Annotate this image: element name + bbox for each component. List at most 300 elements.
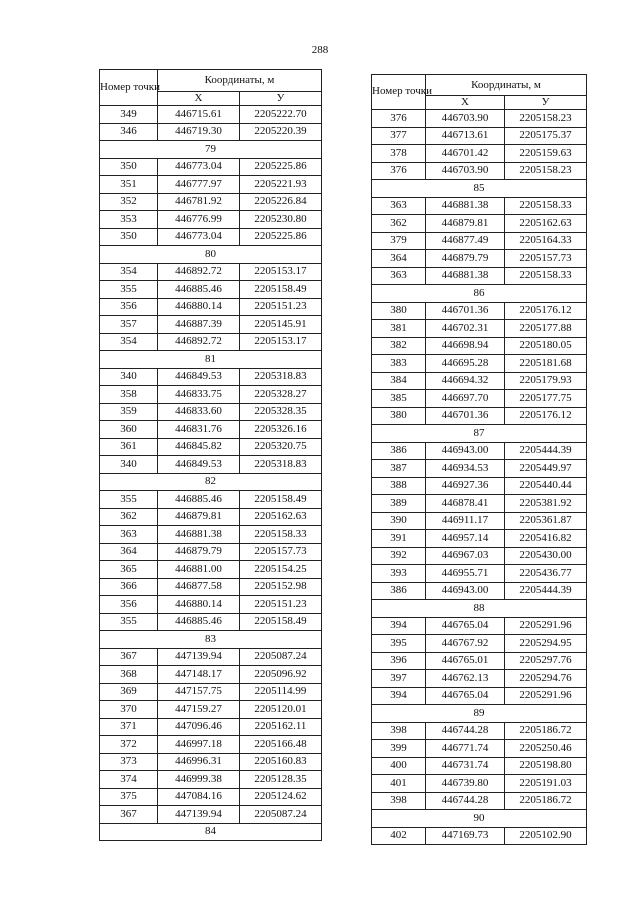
section-row [100,246,322,264]
table-row [372,250,587,268]
point-number-cell: 382 [372,337,426,355]
x-coordinate-cell: 446694.32 [426,372,505,390]
section-number: 87 [372,425,587,443]
y-coordinate-cell: 2205162.63 [240,508,322,526]
y-coordinate-cell: 2205250.46 [505,740,587,758]
y-coordinate-cell: 2205124.62 [240,788,322,806]
x-coordinate-cell: 446833.60 [158,403,240,421]
table-row [372,110,587,128]
x-coordinate-cell: 446887.39 [158,316,240,334]
x-coordinate-cell: 446831.76 [158,421,240,439]
y-coordinate-cell: 2205449.97 [505,460,587,478]
table-row [100,158,322,176]
coordinates-header: Координаты, м [158,70,322,92]
y-coordinate-cell: 2205222.70 [240,106,322,124]
x-coordinate-cell: 446767.92 [426,635,505,653]
point-number-cell: 394 [372,687,426,705]
point-number-cell: 396 [372,652,426,670]
section-row [100,141,322,159]
x-coordinate-cell: 446833.75 [158,386,240,404]
section-row [372,285,587,303]
point-number-cell: 375 [100,788,158,806]
y-coordinate-cell: 2205120.01 [240,701,322,719]
y-coordinate-cell: 2205181.68 [505,355,587,373]
point-number-cell: 402 [372,827,426,845]
table-row [100,666,322,684]
table-row [100,701,322,719]
point-number-cell: 378 [372,145,426,163]
point-number-cell: 358 [100,386,158,404]
table-row [100,386,322,404]
point-number-cell: 362 [100,508,158,526]
y-coordinate-cell: 2205162.63 [505,215,587,233]
table-row [372,792,587,810]
point-number-cell: 369 [100,683,158,701]
page-number: 288 [311,44,329,56]
x-coordinate-cell: 446943.00 [426,582,505,600]
x-header: X [158,92,240,106]
y-coordinate-cell: 2205186.72 [505,722,587,740]
point-number-cell: 372 [100,736,158,754]
point-number-cell: 393 [372,565,426,583]
point-number-cell: 397 [372,670,426,688]
section-number: 83 [100,631,322,649]
y-coordinate-cell: 2205230.80 [240,211,322,229]
table-row [100,596,322,614]
table-row [372,687,587,705]
section-row [372,600,587,618]
x-coordinate-cell: 446885.46 [158,281,240,299]
y-coordinate-cell: 2205444.39 [505,582,587,600]
y-coordinate-cell: 2205128.35 [240,771,322,789]
x-coordinate-cell: 446719.30 [158,123,240,141]
table-row [100,368,322,386]
x-coordinate-cell: 446776.99 [158,211,240,229]
table-row [372,775,587,793]
y-coordinate-cell: 2205318.83 [240,456,322,474]
table-row [100,298,322,316]
y-coordinate-cell: 2205177.75 [505,390,587,408]
point-number-cell: 360 [100,421,158,439]
y-coordinate-cell: 2205318.83 [240,368,322,386]
point-number-cell: 364 [100,543,158,561]
y-coordinate-cell: 2205162.11 [240,718,322,736]
table-row [372,617,587,635]
table-row [100,263,322,281]
point-number-cell: 350 [100,158,158,176]
point-number-cell: 367 [100,648,158,666]
point-number-cell: 363 [372,267,426,285]
x-coordinate-cell: 446885.46 [158,491,240,509]
x-coordinate-cell: 446849.53 [158,456,240,474]
table-row [100,123,322,141]
table-row [100,578,322,596]
x-coordinate-cell: 446697.70 [426,390,505,408]
point-number-cell: 394 [372,617,426,635]
x-coordinate-cell: 446773.04 [158,158,240,176]
section-row [100,351,322,369]
point-number-cell: 373 [100,753,158,771]
x-coordinate-cell: 446845.82 [158,438,240,456]
table-row [100,543,322,561]
x-coordinate-cell: 446880.14 [158,298,240,316]
table-row [372,162,587,180]
y-coordinate-cell: 2205096.92 [240,666,322,684]
x-coordinate-cell: 446879.79 [426,250,505,268]
y-coordinate-cell: 2205157.73 [505,250,587,268]
y-coordinate-cell: 2205191.03 [505,775,587,793]
table-row [100,753,322,771]
coordinates-table-left [99,69,322,841]
table-row [372,495,587,513]
x-coordinate-cell: 446849.53 [158,368,240,386]
point-number-cell: 346 [100,123,158,141]
y-coordinate-cell: 2205225.86 [240,158,322,176]
x-coordinate-cell: 446739.80 [426,775,505,793]
table-row [372,582,587,600]
table-row [372,530,587,548]
table-row [372,565,587,583]
y-coordinate-cell: 2205198.80 [505,757,587,775]
x-coordinate-cell: 446879.81 [426,215,505,233]
x-coordinate-cell: 447096.46 [158,718,240,736]
table-row [100,683,322,701]
x-coordinate-cell: 446762.13 [426,670,505,688]
y-header: У [240,92,322,106]
y-coordinate-cell: 2205326.16 [240,421,322,439]
x-coordinate-cell: 446765.01 [426,652,505,670]
point-number-cell: 357 [100,316,158,334]
table-row [372,740,587,758]
section-number: 82 [100,473,322,491]
table-row [372,337,587,355]
y-coordinate-cell: 2205220.39 [240,123,322,141]
section-row [100,823,322,841]
x-coordinate-cell: 446701.36 [426,302,505,320]
y-coordinate-cell: 2205440.44 [505,477,587,495]
y-coordinate-cell: 2205160.83 [240,753,322,771]
point-number-cell: 384 [372,372,426,390]
table-row [372,635,587,653]
y-coordinate-cell: 2205158.49 [240,281,322,299]
point-number-cell: 363 [372,197,426,215]
table-row [372,652,587,670]
y-coordinate-cell: 2205166.48 [240,736,322,754]
table-row [372,757,587,775]
section-number: 85 [372,180,587,198]
x-coordinate-cell: 446881.38 [158,526,240,544]
y-coordinate-cell: 2205180.05 [505,337,587,355]
section-row [372,425,587,443]
table-row [100,718,322,736]
point-number-cell: 399 [372,740,426,758]
x-coordinate-cell: 446713.61 [426,127,505,145]
section-number: 90 [372,810,587,828]
x-coordinate-cell: 447157.75 [158,683,240,701]
x-coordinate-cell: 446702.31 [426,320,505,338]
table-row [100,281,322,299]
point-number-header: Номер точки [372,75,426,110]
point-number-cell: 366 [100,578,158,596]
point-number-cell: 383 [372,355,426,373]
y-coordinate-cell: 2205151.23 [240,596,322,614]
x-coordinate-cell: 446698.94 [426,337,505,355]
y-coordinate-cell: 2205176.12 [505,407,587,425]
table-row [100,176,322,194]
point-number-cell: 374 [100,771,158,789]
table-row [372,267,587,285]
point-number-cell: 367 [100,806,158,824]
y-coordinate-cell: 2205158.49 [240,491,322,509]
y-coordinate-cell: 2205225.86 [240,228,322,246]
y-coordinate-cell: 2205154.25 [240,561,322,579]
y-coordinate-cell: 2205114.99 [240,683,322,701]
point-number-cell: 388 [372,477,426,495]
table-row [372,722,587,740]
coordinates-header: Координаты, м [426,75,587,96]
table-row [100,561,322,579]
point-number-cell: 370 [100,701,158,719]
point-number-cell: 391 [372,530,426,548]
table-row [100,421,322,439]
table-row [100,403,322,421]
y-coordinate-cell: 2205151.23 [240,298,322,316]
x-coordinate-cell: 446877.49 [426,232,505,250]
table-row [372,302,587,320]
y-coordinate-cell: 2205186.72 [505,792,587,810]
x-coordinate-cell: 446997.18 [158,736,240,754]
x-coordinate-cell: 446934.53 [426,460,505,478]
x-coordinate-cell: 447139.94 [158,806,240,824]
section-number: 81 [100,351,322,369]
y-coordinate-cell: 2205087.24 [240,648,322,666]
table-row [100,438,322,456]
table-body [372,110,587,845]
table-row [372,407,587,425]
x-coordinate-cell: 446715.61 [158,106,240,124]
x-coordinate-cell: 446911.17 [426,512,505,530]
table-row [372,442,587,460]
table-row [372,232,587,250]
x-coordinate-cell: 446927.36 [426,477,505,495]
table-row [372,670,587,688]
x-coordinate-cell: 446892.72 [158,263,240,281]
x-coordinate-cell: 446881.00 [158,561,240,579]
table-row [100,456,322,474]
point-number-header: Номер точки [100,70,158,106]
x-coordinate-cell: 446701.36 [426,407,505,425]
point-number-cell: 356 [100,298,158,316]
table-row [100,316,322,334]
x-coordinate-cell: 446880.14 [158,596,240,614]
section-number: 86 [372,285,587,303]
point-number-cell: 380 [372,407,426,425]
point-number-cell: 386 [372,582,426,600]
y-coordinate-cell: 2205153.17 [240,263,322,281]
table-row [372,390,587,408]
point-number-cell: 381 [372,320,426,338]
y-header: У [505,96,587,110]
y-coordinate-cell: 2205158.49 [240,613,322,631]
x-header: X [426,96,505,110]
point-number-cell: 401 [372,775,426,793]
point-number-cell: 380 [372,302,426,320]
table-row [372,460,587,478]
table-row [372,827,587,845]
x-coordinate-cell: 447159.27 [158,701,240,719]
point-number-cell: 392 [372,547,426,565]
x-coordinate-cell: 446999.38 [158,771,240,789]
x-coordinate-cell: 447148.17 [158,666,240,684]
y-coordinate-cell: 2205297.76 [505,652,587,670]
y-coordinate-cell: 2205158.23 [505,162,587,180]
section-row [372,180,587,198]
section-row [372,705,587,723]
x-coordinate-cell: 446744.28 [426,792,505,810]
x-coordinate-cell: 446701.42 [426,145,505,163]
table-row [100,106,322,124]
point-number-cell: 340 [100,368,158,386]
y-coordinate-cell: 2205158.23 [505,110,587,128]
section-row [372,810,587,828]
y-coordinate-cell: 2205157.73 [240,543,322,561]
x-coordinate-cell: 446781.92 [158,193,240,211]
table-row [372,477,587,495]
x-coordinate-cell: 446957.14 [426,530,505,548]
point-number-cell: 355 [100,613,158,631]
x-coordinate-cell: 446996.31 [158,753,240,771]
y-coordinate-cell: 2205152.98 [240,578,322,596]
table-row [372,145,587,163]
section-number: 88 [372,600,587,618]
x-coordinate-cell: 446881.38 [426,267,505,285]
point-number-cell: 376 [372,162,426,180]
point-number-cell: 350 [100,228,158,246]
x-coordinate-cell: 446943.00 [426,442,505,460]
section-number: 89 [372,705,587,723]
x-coordinate-cell: 446877.58 [158,578,240,596]
point-number-cell: 361 [100,438,158,456]
x-coordinate-cell: 446771.74 [426,740,505,758]
point-number-cell: 398 [372,722,426,740]
point-number-cell: 353 [100,211,158,229]
x-coordinate-cell: 446731.74 [426,757,505,775]
y-coordinate-cell: 2205159.63 [505,145,587,163]
y-coordinate-cell: 2205177.88 [505,320,587,338]
point-number-cell: 363 [100,526,158,544]
x-coordinate-cell: 446955.71 [426,565,505,583]
table-row [100,788,322,806]
point-number-cell: 386 [372,442,426,460]
x-coordinate-cell: 446703.90 [426,162,505,180]
table-row [372,127,587,145]
y-coordinate-cell: 2205226.84 [240,193,322,211]
y-coordinate-cell: 2205328.35 [240,403,322,421]
x-coordinate-cell: 446765.04 [426,617,505,635]
point-number-cell: 368 [100,666,158,684]
point-number-cell: 362 [372,215,426,233]
point-number-cell: 371 [100,718,158,736]
table-row [100,613,322,631]
table-row [100,333,322,351]
y-coordinate-cell: 2205294.76 [505,670,587,688]
point-number-cell: 377 [372,127,426,145]
table-row [100,211,322,229]
table-row [100,228,322,246]
point-number-cell: 352 [100,193,158,211]
y-coordinate-cell: 2205158.33 [505,197,587,215]
x-coordinate-cell: 447084.16 [158,788,240,806]
y-coordinate-cell: 2205328.27 [240,386,322,404]
y-coordinate-cell: 2205430.00 [505,547,587,565]
table-row [372,372,587,390]
point-number-cell: 390 [372,512,426,530]
point-number-cell: 385 [372,390,426,408]
y-coordinate-cell: 2205164.33 [505,232,587,250]
point-number-cell: 351 [100,176,158,194]
point-number-cell: 379 [372,232,426,250]
table-row [372,215,587,233]
y-coordinate-cell: 2205087.24 [240,806,322,824]
y-coordinate-cell: 2205176.12 [505,302,587,320]
y-coordinate-cell: 2205361.87 [505,512,587,530]
y-coordinate-cell: 2205291.96 [505,617,587,635]
x-coordinate-cell: 446878.41 [426,495,505,513]
x-coordinate-cell: 446703.90 [426,110,505,128]
table-row [100,526,322,544]
point-number-cell: 340 [100,456,158,474]
section-number: 80 [100,246,322,264]
point-number-cell: 387 [372,460,426,478]
table-row [100,648,322,666]
section-number: 79 [100,141,322,159]
y-coordinate-cell: 2205153.17 [240,333,322,351]
x-coordinate-cell: 446773.04 [158,228,240,246]
x-coordinate-cell: 447139.94 [158,648,240,666]
table-row [100,771,322,789]
point-number-cell: 355 [100,491,158,509]
table-row [100,508,322,526]
x-coordinate-cell: 446881.38 [426,197,505,215]
point-number-cell: 355 [100,281,158,299]
y-coordinate-cell: 2205158.33 [505,267,587,285]
point-number-cell: 365 [100,561,158,579]
x-coordinate-cell: 446892.72 [158,333,240,351]
table-row [100,193,322,211]
x-coordinate-cell: 446744.28 [426,722,505,740]
section-number: 84 [100,823,322,841]
point-number-cell: 400 [372,757,426,775]
point-number-cell: 349 [100,106,158,124]
point-number-cell: 356 [100,596,158,614]
y-coordinate-cell: 2205436.77 [505,565,587,583]
point-number-cell: 395 [372,635,426,653]
table-body [100,106,322,841]
section-row [100,473,322,491]
table-row [100,491,322,509]
table-row [372,197,587,215]
x-coordinate-cell: 446885.46 [158,613,240,631]
y-coordinate-cell: 2205291.96 [505,687,587,705]
table-row [372,512,587,530]
y-coordinate-cell: 2205145.91 [240,316,322,334]
y-coordinate-cell: 2205221.93 [240,176,322,194]
y-coordinate-cell: 2205320.75 [240,438,322,456]
y-coordinate-cell: 2205381.92 [505,495,587,513]
table-row [100,736,322,754]
section-row [100,631,322,649]
y-coordinate-cell: 2205102.90 [505,827,587,845]
